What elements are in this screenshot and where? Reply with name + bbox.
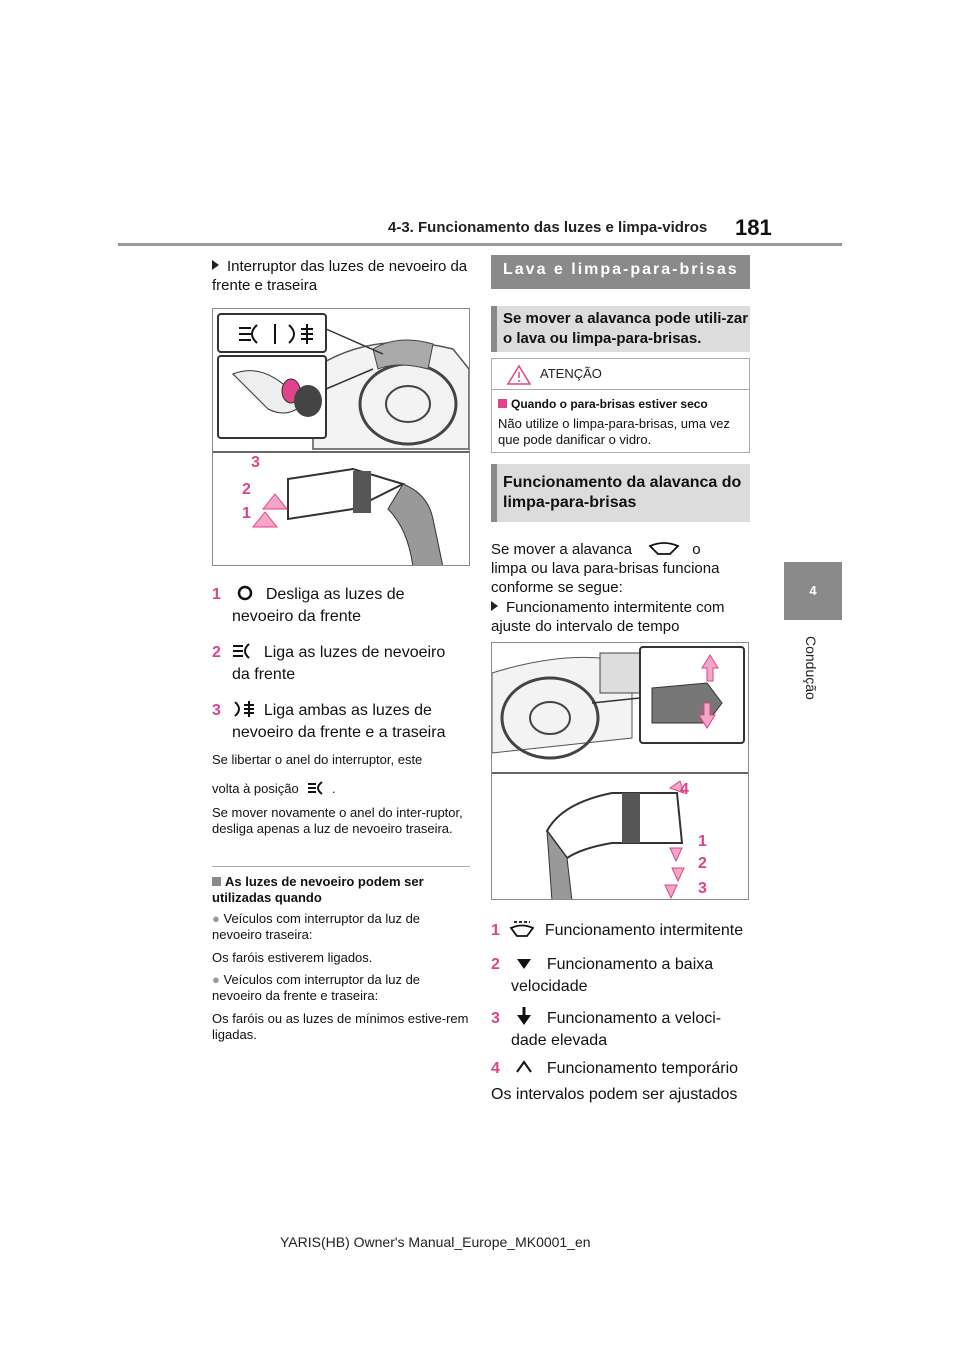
closing-text: Os intervalos podem ser ajustados: [491, 1086, 738, 1103]
chapter-label-text: Condução: [803, 636, 819, 700]
circle-bullet-icon: ●: [212, 972, 220, 987]
list-item: 2 Liga as luzes de nevoeiro da frente: [212, 644, 446, 683]
wiper-lever-illustration: [492, 643, 749, 900]
again-note: Se mover novamente o anel do inter-ruptor, desliga apenas a luz de nevoeiro traseira.: [212, 805, 463, 836]
list-item: 4 Funcionamento temporário: [491, 1060, 739, 1077]
header-divider: [118, 243, 842, 246]
section-title: 4-3. Funcionamento das luzes e limpa-vidros: [388, 219, 708, 236]
list-item: 2 Funcionamento a baixa velocidade: [491, 956, 714, 995]
list-item: ● Veículos com interruptor da luz de nevoeiro da frente e traseira:: [212, 972, 421, 1003]
section-band-lever: Funcionamento da alavanca do limpa-para-brisas: [491, 464, 750, 522]
warning-triangle-icon: [506, 364, 532, 386]
sub-band: Se mover a alavanca pode utili-zar o lava ou limpa-para-brisas.: [491, 306, 750, 352]
double-arrow-down-icon: [512, 1006, 536, 1026]
figure-label-2: 2: [698, 855, 707, 872]
usage-heading: As luzes de nevoeiro podem ser utilizadas quando: [212, 874, 424, 905]
arrow-down-icon: [512, 955, 536, 971]
release-note: Se libertar o anel do interruptor, este volta à posição .: [212, 752, 423, 796]
fog-switch-figure: [212, 308, 470, 566]
arrow-up-outline-icon: [512, 1059, 536, 1075]
bullet-text: Os faróis ou as luzes de mínimos estive-rem ligadas.: [212, 1011, 469, 1042]
fog-icons-callout: [227, 321, 327, 347]
wiper-lever-figure: [491, 642, 749, 900]
bullet-triangle-icon: [212, 260, 219, 270]
list-item: 3 Funcionamento a veloci- dade elevada: [491, 1006, 750, 1052]
square-bullet-icon: [498, 399, 507, 408]
fog-switch-illustration: [213, 309, 470, 566]
figure-label-3: 3: [251, 454, 260, 471]
figure-label-1: 1: [698, 833, 707, 850]
mode-heading: Funcionamento intermitente com ajuste do intervalo de tempo: [491, 599, 725, 635]
warning-header: [492, 359, 749, 390]
wiper-intermittent-icon: [508, 920, 536, 938]
figure-label-2: 2: [242, 481, 251, 498]
page-number: 181: [735, 215, 772, 240]
intro: Se mover a alavanca o limpa ou lava para-brisas funciona conforme se segue:: [491, 541, 720, 596]
fog-light-front-icon: [231, 642, 255, 660]
list-item: 1 Funcionamento intermitente: [491, 922, 744, 939]
figure-label-4: 4: [680, 781, 689, 798]
fog-light-rear-icon: [231, 700, 255, 718]
warning-heading: Quando o para-brisas estiver seco: [498, 396, 708, 412]
bullet-text: Os faróis estiverem ligados.: [212, 950, 373, 965]
wiper-icon: [646, 540, 682, 556]
bullet-triangle-icon: [491, 601, 498, 611]
footer-text: YARIS(HB) Owner's Manual_Europe_MK0001_en: [280, 1234, 591, 1250]
list-item: 3 Liga ambas as luzes de nevoeiro da frente e a traseira: [212, 702, 446, 741]
figure-label-1: 1: [242, 505, 251, 522]
figure-label-3: 3: [698, 880, 707, 897]
fog-light-front-icon: [306, 780, 326, 796]
list-item: ● Veículos com interruptor da luz de nevoeiro traseira:: [212, 911, 421, 942]
warning-box: [491, 358, 750, 453]
warning-title: ATENÇÃO: [540, 366, 602, 381]
warning-text: Não utilize o limpa-para-brisas, uma vez que pode danificar o vidro.: [498, 416, 730, 447]
chapter-tab: 4: [784, 562, 842, 620]
chapter-label: [785, 636, 841, 726]
circle-bullet-icon: ●: [212, 911, 220, 926]
section-band: Lava e limpa-para-brisas: [491, 255, 750, 289]
square-bullet-icon: [212, 877, 221, 886]
divider: [212, 866, 470, 867]
fog-off-icon: [235, 585, 255, 601]
list-item: 1 Desliga as luzes de nevoeiro da frente: [212, 586, 405, 625]
switch-heading: Interruptor das luzes de nevoeiro da frente e traseira: [212, 258, 468, 294]
